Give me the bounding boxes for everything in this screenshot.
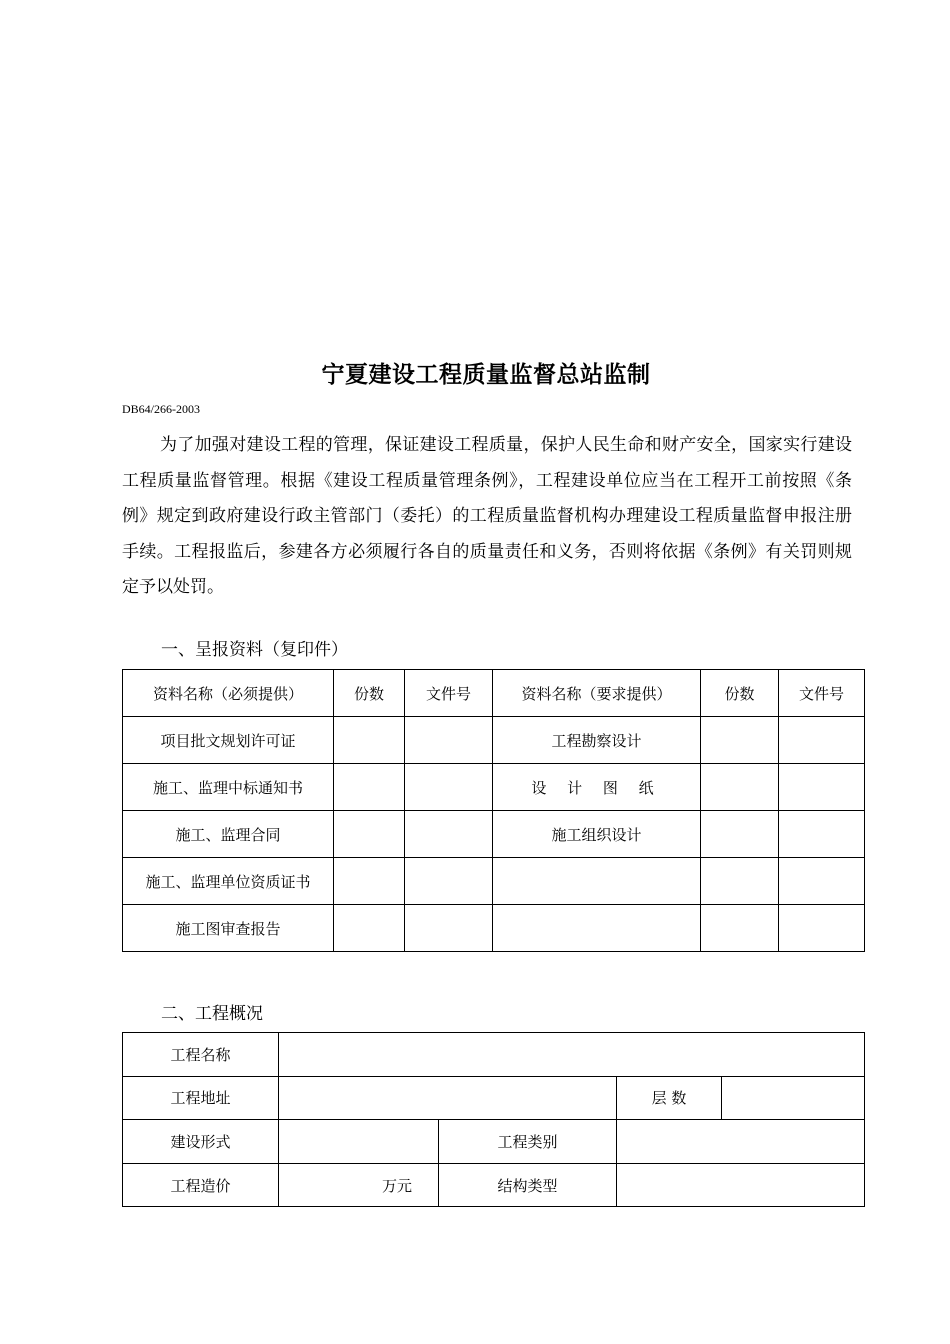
table-header-row [123,670,865,717]
table-row [123,764,865,811]
floors-field[interactable] [722,1076,865,1120]
document-title: 宁夏建设工程质量监督总站监制 [321,361,651,388]
construction-form-field[interactable] [279,1120,439,1164]
copies-field[interactable] [334,764,405,811]
section-heading-materials: 一、呈报资料（复印件） [161,640,348,660]
section-heading-overview: 二、工程概况 [161,1004,263,1024]
copies-field[interactable] [701,905,779,952]
copies-field[interactable] [701,858,779,905]
project-cost-field[interactable] [279,1163,439,1207]
header-file-no: 文件号 [405,670,493,717]
intro-paragraph: 为了加强对建设工程的管理，保证建设工程质量，保护人民生命和财产安全，国家实行建设工程质量监督管理。根据《建设工程质量管理条例》，工程建设单位应当在工程开工前按照《条例》规定到政府建设行政主管部门（委托）的工程质量监督机构办理建设工程质量监督申报注册手续。工程报监后，参建各方必须履行各自的质量责任和义务，否则将依据《条例》有关罚则规定予以处罚。 [122,435,852,597]
floors-label: 层 数 [617,1076,722,1120]
optional-doc-name: 工程勘察设计 [493,717,701,764]
header-optional-name: 资料名称（要求提供） [493,670,701,717]
table-row [123,858,865,905]
header-required-name: 资料名称（必须提供） [123,670,334,717]
file-no-field[interactable] [405,811,493,858]
header-copies: 份数 [701,670,779,717]
table-row [123,905,865,952]
file-no-field[interactable] [405,764,493,811]
document-code: DB64/266-2003 [122,402,200,416]
project-category-label: 工程类别 [439,1120,617,1164]
file-no-field[interactable] [779,905,865,952]
cost-unit: 万元 [381,1176,412,1195]
project-name-field[interactable] [279,1033,865,1077]
materials-table [122,669,865,952]
file-no-field[interactable] [779,717,865,764]
file-no-field[interactable] [779,858,865,905]
required-doc-name: 施工、监理单位资质证书 [123,858,334,905]
structure-type-field[interactable] [617,1163,865,1207]
project-category-field[interactable] [617,1120,865,1164]
copies-field[interactable] [334,905,405,952]
project-cost-label: 工程造价 [123,1163,279,1207]
project-overview-table [122,1032,865,1207]
table-row [123,811,865,858]
required-doc-name: 施工、监理合同 [123,811,334,858]
file-no-field[interactable] [405,858,493,905]
table-row [123,1120,865,1164]
structure-type-label: 结构类型 [439,1163,617,1207]
copies-field[interactable] [334,811,405,858]
header-copies: 份数 [334,670,405,717]
project-name-label: 工程名称 [123,1033,279,1077]
table-row [123,1033,865,1077]
file-no-field[interactable] [779,764,865,811]
copies-field[interactable] [701,717,779,764]
copies-field[interactable] [701,811,779,858]
copies-field[interactable] [701,764,779,811]
optional-doc-name: 施工组织设计 [493,811,701,858]
table-row [123,1076,865,1120]
optional-doc-name [493,858,701,905]
project-address-field[interactable] [279,1076,617,1120]
optional-doc-name [493,905,701,952]
required-doc-name: 施工、监理中标通知书 [123,764,334,811]
table-row [123,717,865,764]
file-no-field[interactable] [405,717,493,764]
copies-field[interactable] [334,717,405,764]
required-doc-name: 施工图审查报告 [123,905,334,952]
optional-doc-name: 设 计 图 纸 [493,764,701,811]
header-file-no: 文件号 [779,670,865,717]
construction-form-label: 建设形式 [123,1120,279,1164]
required-doc-name: 项目批文规划许可证 [123,717,334,764]
file-no-field[interactable] [779,811,865,858]
table-row [123,1163,865,1207]
copies-field[interactable] [334,858,405,905]
file-no-field[interactable] [405,905,493,952]
project-address-label: 工程地址 [123,1076,279,1120]
